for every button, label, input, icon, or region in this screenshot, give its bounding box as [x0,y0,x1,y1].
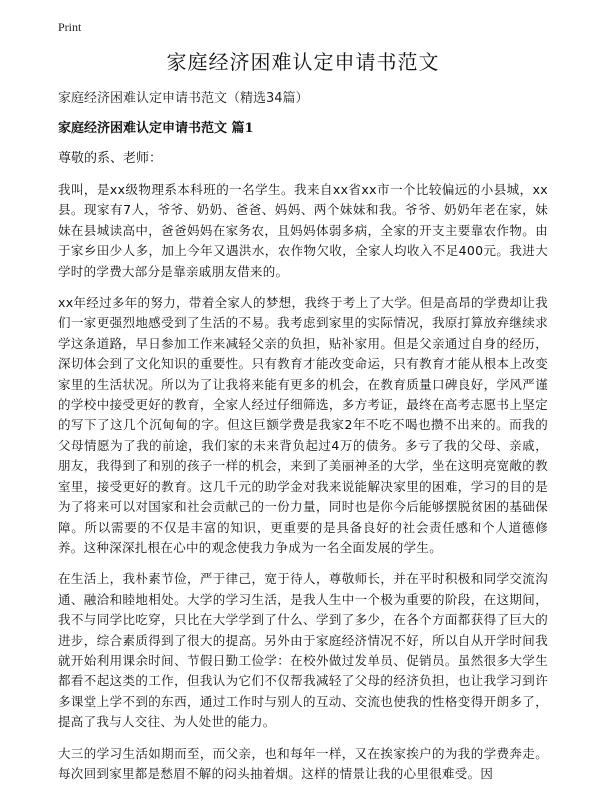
document-page [58,48,548,795]
document-title: 家庭经济困难认定申请书范文 [166,50,440,74]
body-paragraph: 我叫，是xx级物理系本科班的一名学生。我来自xx省xx市一个比较偏远的小县城，xx县。现家有7人，爷爷、奶奶、爸爸、妈妈、两个妹妹和我。爷爷、奶奶年老在家，妹妹在县城读高中，爸爸妈妈在家务农，且妈妈体弱多病，全家的开支主要靠农作物。由于家乡田少人多，加上今年又遇洪水，农作物欠收，全家人均收入不足400元。我进大学时的学费大部分是靠亲戚朋友借来的。 [58,182,548,279]
body-paragraph: 大三的学习生活如期而至，而父亲，也和每年一样，又在挨家挨户的为我的学费奔走。每次回到家里都是愁眉不解的闷头抽着烟。这样的情景让我的心里很难受。因 [58,745,548,781]
body-paragraph: 在生活上，我朴素节俭，严于律己，宽于待人，尊敬师长，并在平时积极和同学交流沟通、融洽和睦地相处。大学的学习生活，是我人生中一个极为重要的阶段，在这期间，我不与同学比吃穿，只比在大学学到了什么、学到了多少，在各个方面都获得了巨大的进步，综合素质得到了很大的提高。另外由于家庭经济情况不好，所以自从开学时间我就开始利用课余时间、节假日勤工俭学：在校外做过发单员、促销员。虽然很多大学生都看不起这类的工作，但我认为它们不仅帮我减轻了父母的经济负担，也让我学习到许多课堂上学不到的东西，通过工作时与别人的互动、交流也使我的性格变得开朗多了，提高了我与人交往、为人处世的能力。 [58,571,548,730]
document-subtitle: 家庭经济困难认定申请书范文（精选34篇） [58,91,309,106]
salutation: 尊敬的系、老师： [58,151,163,166]
section-heading: 家庭经济困难认定申请书范文 篇1 [58,121,254,136]
print-link[interactable]: Print [58,20,82,34]
body-paragraph: xx年经过多年的努力，带着全家人的梦想，我终于考上了大学。但是高昂的学费却让我们一家更强烈地感受到了生活的不易。我考虑到家里的实际情况，我原打算放弃继续求学这条道路，早日参加工作来减轻父亲的负担，贴补家用。但是父亲通过自身的经历，深切体会到了文化知识的重要性。只有教育才能改变命运，只有教育才能从根本上改变家里的生活状况。所以为了让我将来能有更多的机会，在教育质量口碑良好，学风严谨的学校中接受更好的教育，全家人经过仔细筛选，多方考证，最终在高考志愿书上坚定的写下了这几个沉甸甸的字。但这巨额学费是我家2年不吃不喝也攒不出来的。而我的父母情愿为了我的前途，我们家的未来背负起过4万的债务。多亏了我的父母、亲戚，朋友，我得到了和别的孩子一样的机会，来到了美丽神圣的大学，坐在这明亮宽敞的教室里，接受更好的教育。这几千元的助学金对我来说能解决家里的困难，学习的目的是为了将来可以对国家和社会贡献己的一份力量，同时也是你今后能够摆脱贫困的基础保障。所以需要的不仅是丰富的知识，更重要的是具备良好的社会责任感和个人道德修养。这种深深扎根在心中的观念使我力争成为一名全面发展的学生。 [58,295,548,555]
